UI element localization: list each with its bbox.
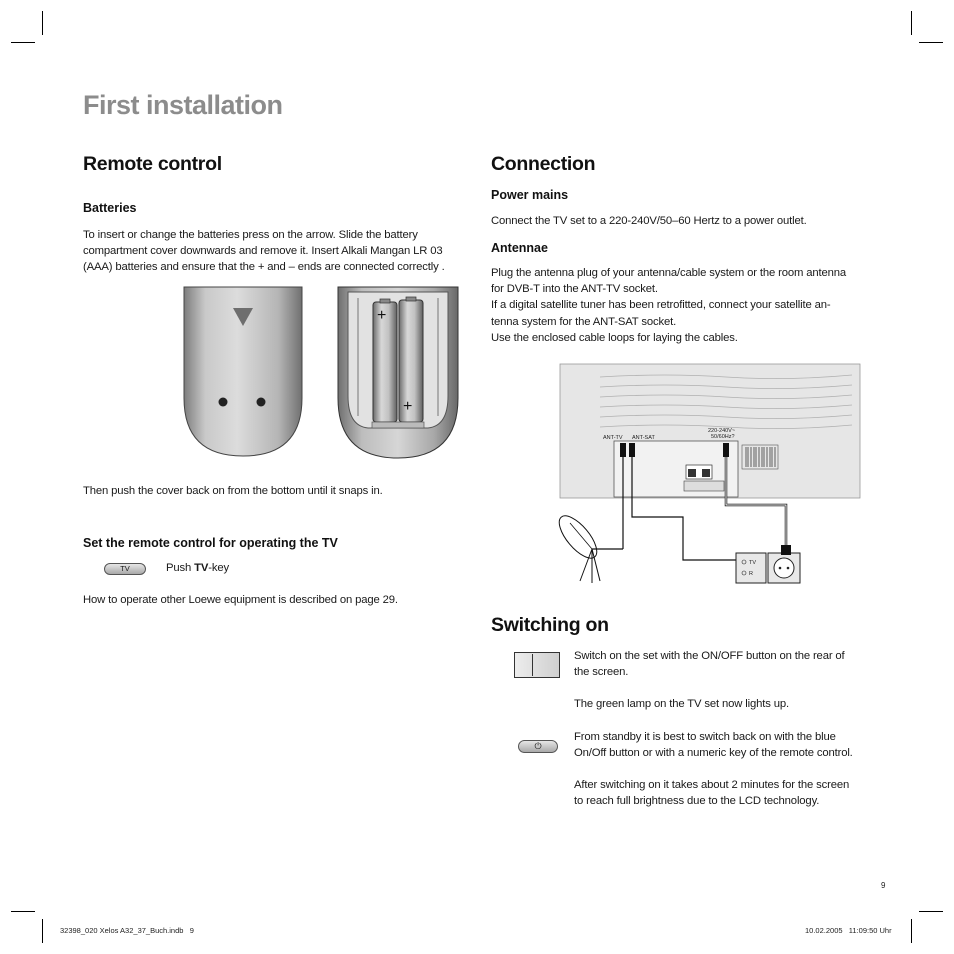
rear-onoff-switch-icon: [514, 652, 560, 678]
paragraph: [574, 777, 894, 809]
ant-tv-label: ANT-TV: [603, 435, 623, 441]
socket-tv-label: TV: [749, 560, 757, 566]
text-line: for DVB-T into the ANT-TV socket.: [491, 283, 658, 296]
satellite-dish-icon: [556, 510, 623, 583]
text-line: compartment cover downwards and remove it. Insert Alkali Mangan LR 03: [83, 245, 443, 258]
text-line: tenna system for the ANT-SAT socket.: [491, 315, 677, 328]
battery-compartment-illustration: [336, 286, 460, 460]
set-remote-heading: Set the remote control for operating the TV: [83, 536, 338, 550]
tv-key-label: TV: [120, 564, 130, 573]
text-line: to reach full brightness due to the LCD technology.: [574, 795, 820, 808]
page-title: First installation: [83, 90, 283, 120]
push-tv-text: [166, 560, 229, 576]
text-line: Switch on the set with the ON/OFF button on the rear of: [574, 650, 845, 662]
crop-mark: [11, 911, 35, 912]
power-plug: [723, 443, 729, 457]
remote-back-illustration: [182, 286, 304, 458]
ant-sat-plug: [629, 443, 635, 457]
crop-mark: [42, 11, 43, 35]
push-key: TV: [194, 562, 209, 574]
crop-mark: [919, 911, 943, 912]
text-line: After switching on it takes about 2 minutes for the screen: [574, 779, 850, 792]
text-line: Use the enclosed cable loops for laying the cables.: [491, 331, 738, 344]
text-line: To insert or change the batteries press on the arrow. Slide the battery: [83, 229, 418, 241]
antennae-text: [491, 265, 891, 346]
other-equipment-note: How to operate other Loewe equipment is described on page 29.: [83, 594, 398, 606]
power-mains-heading: Power mains: [491, 188, 569, 202]
wall-socket-icon: [736, 545, 800, 583]
crop-mark: [911, 11, 912, 35]
paragraph: [574, 729, 894, 761]
antennae-heading: Antennae: [491, 241, 548, 255]
plus-sign: +: [377, 307, 387, 324]
crop-mark: [919, 42, 943, 43]
crop-mark: [911, 919, 912, 943]
ant-sat-label: ANT-SAT: [632, 435, 655, 441]
voltage-label-2: 50/60Hz?: [711, 434, 735, 440]
button-dot: [257, 398, 266, 407]
power-key-icon: ⏻: [518, 740, 558, 753]
batteries-text: [83, 227, 473, 276]
crop-mark: [42, 919, 43, 943]
voltage-label-1: 220-240V~: [708, 428, 736, 434]
paragraph: [574, 648, 894, 680]
batteries-heading: Batteries: [83, 201, 137, 215]
text-line: Plug the antenna plug of your antenna/cable system or the room antenna: [491, 267, 847, 279]
text-line: (AAA) batteries and ensure that the + and – ends are connected correctly .: [83, 261, 445, 274]
text-line: If a digital satellite tuner has been retrofitted, connect your satellite an-: [491, 299, 831, 312]
text-line: On/Off button or with a numeric key of the remote control.: [574, 746, 853, 759]
ant-tv-plug: [620, 443, 626, 457]
connection-diagram: [556, 363, 862, 589]
push-suffix: -key: [208, 562, 230, 574]
remote-control-heading: Remote control: [83, 153, 222, 175]
footer-left: 32398_020 Xelos A32_37_Buch.indb 9: [60, 926, 194, 935]
text-line: From standby it is best to switch back on with the blue: [574, 730, 836, 743]
page-number: 9: [881, 881, 886, 890]
push-prefix: Push: [166, 562, 195, 574]
paragraph: [574, 696, 894, 712]
socket-r-label: R: [749, 571, 753, 577]
cover-back-text: Then push the cover back on from the bottom until it snaps in.: [83, 485, 383, 497]
text-line: The green lamp on the TV set now lights up.: [574, 698, 790, 711]
plus-sign: +: [403, 398, 413, 415]
crop-mark: [11, 42, 35, 43]
footer-right: 10.02.2005 11:09:50 Uhr: [805, 926, 892, 935]
tv-key-icon: [104, 563, 146, 575]
text-line: the screen.: [574, 666, 629, 679]
button-dot: [219, 398, 228, 407]
switching-on-heading: Switching on: [491, 614, 609, 636]
connection-heading: Connection: [491, 153, 596, 175]
switching-on-text: [574, 648, 894, 809]
power-mains-text: Connect the TV set to a 220-240V/50–60 Hertz to a power outlet.: [491, 215, 807, 227]
